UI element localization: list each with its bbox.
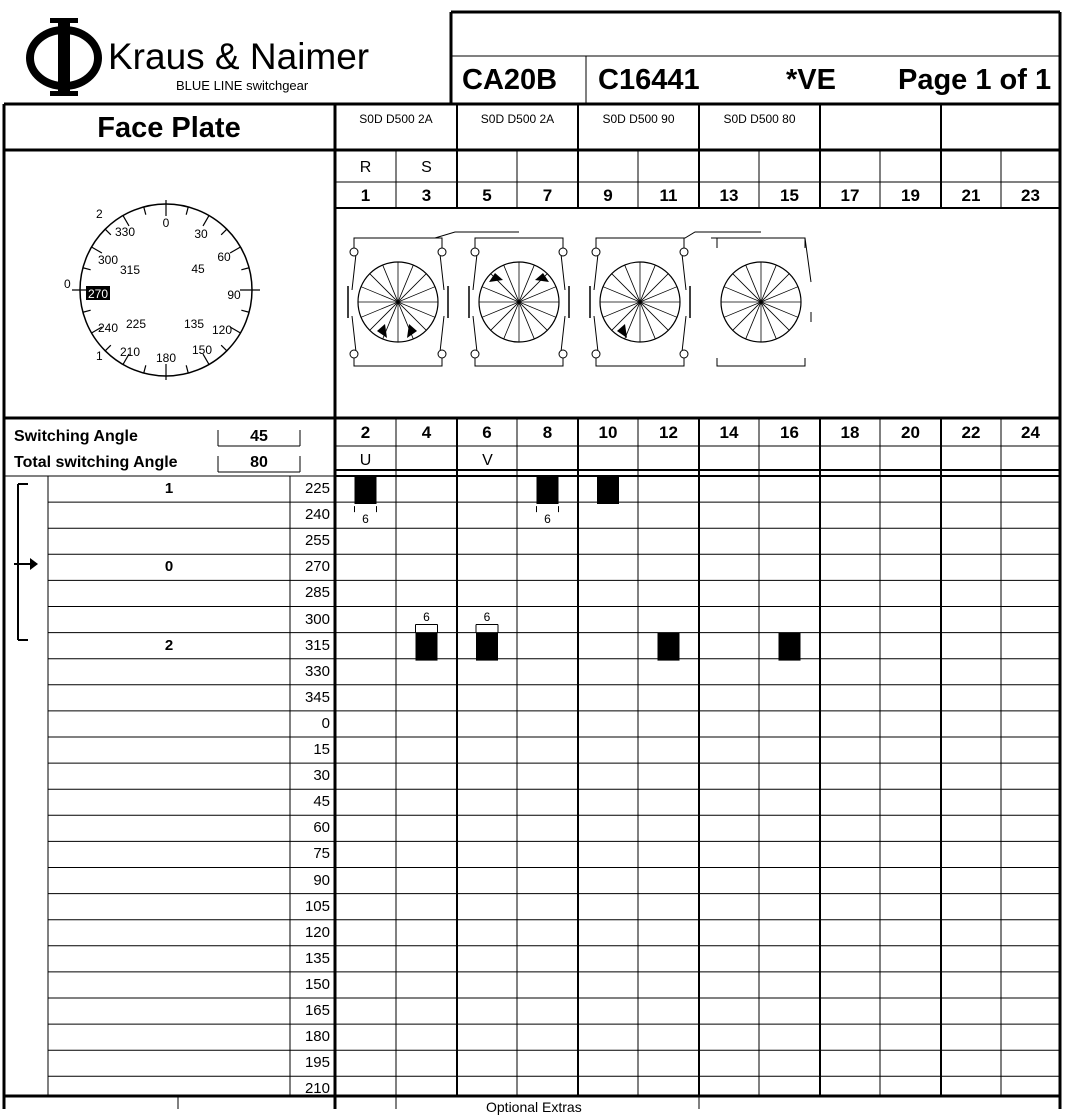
dial-label-180: 180 bbox=[155, 351, 177, 365]
angle-300: 300 bbox=[304, 610, 330, 628]
face-plate-title: Face Plate bbox=[97, 112, 241, 144]
dial-label-120: 120 bbox=[211, 323, 233, 337]
switching-angle-label: Switching Angle bbox=[14, 428, 138, 445]
dial-position-1: 1 bbox=[96, 349, 103, 363]
terminal-letter-v: V bbox=[482, 452, 493, 469]
terminal-even-2: 2 bbox=[360, 423, 371, 442]
contact-mark-text: 6 bbox=[362, 512, 369, 527]
dial-label-150: 150 bbox=[191, 343, 213, 357]
terminal-even-16: 16 bbox=[780, 423, 799, 442]
dial-label-45: 45 bbox=[191, 262, 205, 276]
switch-type: CA20B bbox=[462, 64, 558, 96]
angle-225: 225 bbox=[304, 480, 330, 497]
terminal-letter-u: U bbox=[359, 452, 372, 469]
angle-30: 30 bbox=[313, 767, 330, 785]
brand-subtitle: BLUE LINE switchgear bbox=[176, 78, 309, 93]
terminal-even-20: 20 bbox=[901, 423, 920, 442]
closed-contact-mark bbox=[355, 476, 377, 504]
terminal-even-22: 22 bbox=[961, 423, 981, 442]
terminal-odd-21: 21 bbox=[961, 186, 981, 205]
program-code: C16441 bbox=[598, 64, 700, 96]
variant-code: *VE bbox=[786, 64, 836, 96]
terminal-odd-13: 13 bbox=[719, 186, 739, 205]
terminal-even-4: 4 bbox=[421, 423, 432, 442]
dial-label-225: 225 bbox=[125, 317, 147, 331]
closed-contact-mark bbox=[476, 633, 498, 661]
terminal-odd-1: 1 bbox=[360, 186, 371, 205]
dial-label-270: 270 bbox=[87, 287, 109, 301]
page-indicator: Page 1 of 1 bbox=[898, 64, 1052, 96]
angle-150: 150 bbox=[304, 975, 330, 993]
dial-label-90: 90 bbox=[227, 288, 241, 302]
terminal-even-12: 12 bbox=[659, 423, 678, 442]
total-switching-angle-value: 80 bbox=[250, 454, 268, 471]
angle-345: 345 bbox=[304, 688, 330, 706]
dial-label-300: 300 bbox=[97, 253, 119, 267]
position-label-0: 0 bbox=[164, 558, 174, 576]
closed-contact-mark bbox=[597, 476, 619, 504]
angle-270: 270 bbox=[304, 558, 330, 576]
closed-contact-mark bbox=[658, 633, 680, 661]
angle-330: 330 bbox=[304, 662, 330, 680]
footer-optional-extras: Optional Extras bbox=[486, 1099, 582, 1115]
current-position-arrow-head bbox=[30, 558, 38, 570]
terminal-odd-15: 15 bbox=[780, 186, 799, 205]
angle-195: 195 bbox=[304, 1054, 330, 1072]
dial-label-210: 210 bbox=[119, 345, 141, 359]
terminal-odd-17: 17 bbox=[840, 186, 860, 205]
dial-label-60: 60 bbox=[217, 250, 231, 264]
terminal-even-18: 18 bbox=[840, 423, 860, 442]
angle-90: 90 bbox=[313, 871, 330, 889]
terminal-odd-19: 19 bbox=[901, 186, 920, 205]
angle-15: 15 bbox=[313, 741, 330, 758]
angle-315: 315 bbox=[304, 636, 330, 654]
contact-mark-text: 6 bbox=[544, 512, 551, 527]
contact-type-1: S0D D500 2A bbox=[359, 112, 433, 126]
terminal-odd-5: 5 bbox=[482, 186, 492, 205]
dial-label-330: 330 bbox=[114, 225, 136, 239]
angle-60: 60 bbox=[313, 819, 330, 837]
angle-0: 0 bbox=[321, 714, 330, 732]
closed-contact-mark bbox=[537, 476, 559, 504]
dial-label-0: 0 bbox=[162, 216, 170, 230]
terminal-letter-s: S bbox=[421, 159, 432, 176]
brand-name: Kraus & Naimer bbox=[108, 36, 370, 77]
dial-position-2: 2 bbox=[96, 207, 103, 221]
angle-210: 210 bbox=[304, 1080, 330, 1098]
angle-255: 255 bbox=[304, 532, 330, 550]
terminal-even-6: 6 bbox=[482, 423, 492, 442]
closed-contact-mark bbox=[416, 633, 438, 661]
angle-105: 105 bbox=[304, 897, 330, 915]
terminal-even-14: 14 bbox=[719, 423, 739, 442]
angle-120: 120 bbox=[304, 923, 330, 941]
terminal-odd-23: 23 bbox=[1021, 186, 1040, 205]
terminal-even-8: 8 bbox=[542, 423, 553, 442]
terminal-odd-11: 11 bbox=[659, 186, 678, 205]
dial-label-30: 30 bbox=[194, 227, 208, 241]
contact-type-3: S0D D500 90 bbox=[602, 112, 675, 126]
angle-45: 45 bbox=[313, 793, 330, 811]
angle-240: 240 bbox=[304, 506, 330, 524]
position-label-2: 2 bbox=[164, 636, 174, 654]
terminal-odd-9: 9 bbox=[603, 186, 613, 205]
contact-mark-text: 6 bbox=[423, 609, 430, 624]
position-label-1: 1 bbox=[164, 480, 174, 497]
terminal-odd-3: 3 bbox=[421, 186, 432, 205]
dial-label-135: 135 bbox=[183, 317, 205, 331]
dial-position-0: 0 bbox=[64, 277, 71, 291]
angle-75: 75 bbox=[313, 845, 330, 863]
angle-135: 135 bbox=[304, 949, 330, 967]
terminal-even-10: 10 bbox=[598, 423, 618, 442]
angle-180: 180 bbox=[304, 1028, 330, 1046]
terminal-odd-7: 7 bbox=[542, 186, 553, 205]
angle-285: 285 bbox=[304, 584, 330, 602]
terminal-letter-r: R bbox=[359, 159, 372, 176]
contact-type-2: S0D D500 2A bbox=[480, 112, 555, 126]
total-switching-angle-label: Total switching Angle bbox=[14, 454, 178, 471]
terminal-even-24: 24 bbox=[1021, 423, 1040, 442]
contact-mark-text: 6 bbox=[483, 609, 491, 624]
dial-label-315: 315 bbox=[119, 263, 141, 277]
contact-type-4: S0D D500 80 bbox=[723, 112, 796, 126]
dial-label-240: 240 bbox=[97, 321, 119, 335]
closed-contact-mark bbox=[779, 633, 801, 661]
angle-165: 165 bbox=[304, 1002, 330, 1019]
switching-angle-value: 45 bbox=[250, 428, 268, 445]
